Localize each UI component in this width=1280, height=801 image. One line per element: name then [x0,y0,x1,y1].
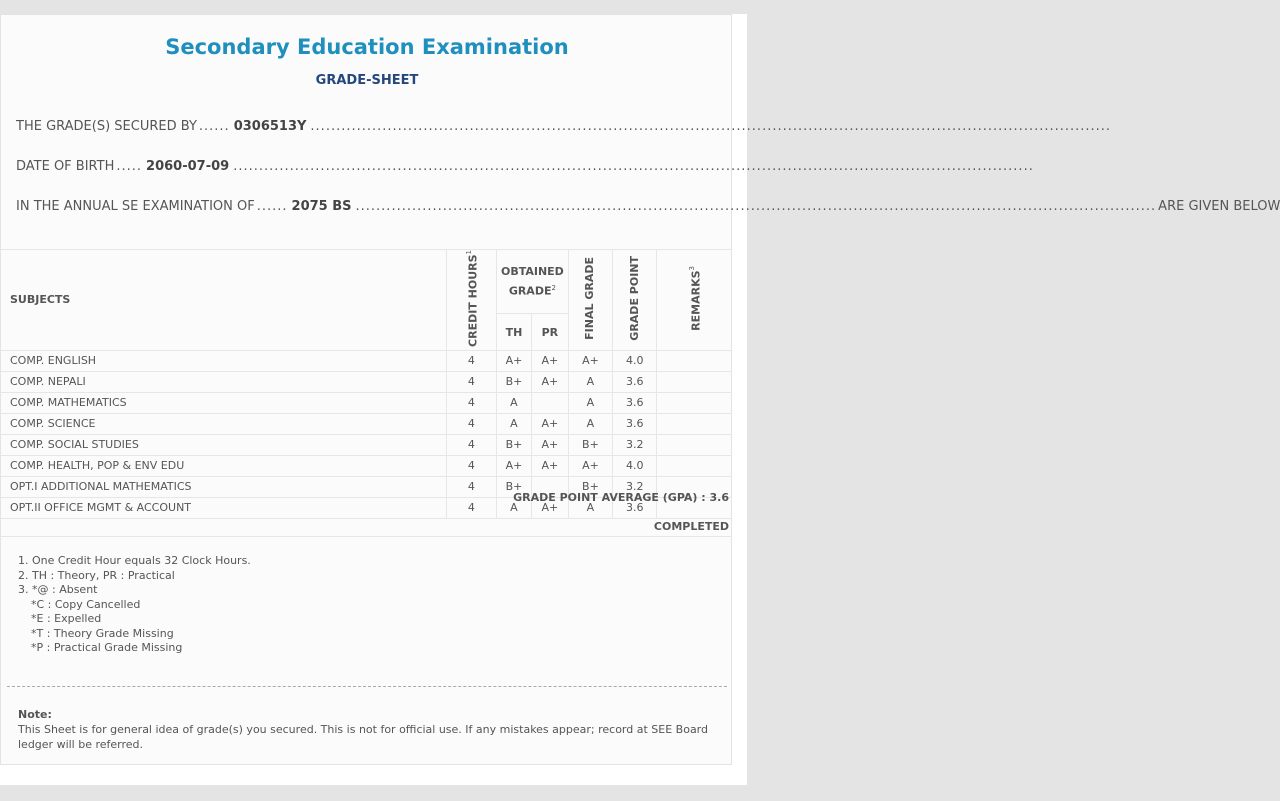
leader-dots: ...... [256,199,288,214]
exam-line [16,199,1280,214]
trailing-dots: ............................................................................................................................................................ [355,199,1157,214]
footnote-item: 2. TH : Theory, PR : Practical [18,568,175,582]
exam-label: IN THE ANNUAL SE EXAMINATION OF [16,199,255,214]
final-grade-cell: A [568,497,612,518]
practical-grade-cell: A+ [531,497,568,518]
subject-cell: COMP. SCIENCE [1,413,446,434]
header-credit-hours: CREDIT HOURS$^1$ [446,250,496,351]
credit-hours-cell: 4 [446,497,496,518]
table-row [1,350,732,371]
credit-hours-cell: 4 [446,413,496,434]
theory-grade-cell: B+ [497,371,532,392]
grades-table [1,249,732,519]
theory-grade-cell: A [497,392,532,413]
theory-grade-cell: A [497,413,532,434]
credit-hours-cell: 4 [446,392,496,413]
secured-by-line [16,119,1112,134]
final-grade-cell: A [568,371,612,392]
grade-point-cell: 3.6 [613,392,657,413]
grade-point-cell: 4.0 [613,455,657,476]
subject-cell: COMP. HEALTH, POP & ENV EDU [1,455,446,476]
credit-hours-cell: 4 [446,434,496,455]
footnote-item: 1. One Credit Hour equals 32 Clock Hours. [18,554,251,567]
grade-sheet [0,14,1280,765]
practical-grade-cell: A+ [531,455,568,476]
gpa-value: 3.6 [709,491,729,504]
page-subtitle: GRADE-SHEET [315,73,419,88]
footnote-item: *E : Expelled [31,612,102,625]
header-final-grade: FINAL GRADE [568,250,612,351]
subject-cell: COMP. MATHEMATICS [1,392,446,413]
final-grade-cell: B+ [568,434,612,455]
leader-dots: ..... [116,159,143,174]
subject-cell: COMP. SOCIAL STUDIES [1,434,446,455]
footnote-item: *T : Theory Grade Missing [31,626,174,640]
note-title: Note: [18,708,52,721]
exam-year: 2075 BS [291,199,352,214]
practical-grade-cell: A+ [531,434,568,455]
final-grade-cell: B+ [568,476,612,497]
header-subjects: SUBJECTS [1,250,446,351]
credit-hours-cell: 4 [446,476,496,497]
grade-point-cell: 3.2 [613,434,657,455]
theory-grade-cell: A+ [497,350,532,371]
gpa-label: GRADE POINT AVERAGE (GPA) : [513,491,706,504]
symbol-number: 0306513Y [233,119,307,134]
footnote-item: *C : Copy Cancelled [31,597,141,611]
theory-grade-cell: B+ [497,434,532,455]
subject-cell: OPT.II OFFICE MGMT & ACCOUNT [1,497,446,518]
footnotes [18,554,251,656]
table-row [1,371,732,392]
subject-cell: COMP. NEPALI [1,371,446,392]
remarks-cell [657,455,732,476]
date-of-birth: 2060-07-09 [146,159,230,174]
subject-cell: OPT.I ADDITIONAL MATHEMATICS [1,476,446,497]
practical-grade-cell: A+ [531,350,568,371]
secured-by-label: THE GRADE(S) SECURED BY [16,119,197,134]
header-obtained-grade: OBTAINED GRADE$^2$ [497,250,569,314]
trailing-dots: ............................................................................................................................................................ [310,119,1112,134]
header-pr: PR [531,314,568,351]
header-remarks: REMARKS$^3$ [657,250,732,351]
credit-hours-cell: 4 [446,371,496,392]
final-grade-cell: A [568,413,612,434]
table-row [1,455,732,476]
final-grade-cell: A+ [568,455,612,476]
exam-suffix: ARE GIVEN BELOW [1158,199,1280,214]
dob-line [16,159,1034,174]
table-row [1,434,732,455]
practical-grade-cell: A+ [531,371,568,392]
table-row [1,413,732,434]
theory-grade-cell: A+ [497,455,532,476]
result-status: COMPLETED [653,520,729,533]
page-title: Secondary Education Examination [165,35,569,59]
practical-grade-cell [531,392,568,413]
practical-grade-cell: A+ [531,413,568,434]
grade-point-cell: 3.6 [613,413,657,434]
grade-point-cell: 3.6 [613,497,657,518]
remarks-cell [657,434,732,455]
gpa-summary [513,491,729,504]
leader-dots: ...... [198,119,230,134]
remarks-cell [657,413,732,434]
header-grade-point: GRADE POINT [613,250,657,351]
grade-point-cell: 4.0 [613,350,657,371]
remarks-cell [657,392,732,413]
grade-point-cell: 3.2 [613,476,657,497]
note-text: This Sheet is for general idea of grade(s) you secured. This is not for official use. If any mistakes appear; record at SEE Board ledger will be referred. [18,723,708,751]
dob-label: DATE OF BIRTH [16,159,115,174]
trailing-dots: ............................................................................................................................................................ [233,159,1034,174]
final-grade-cell: A [568,392,612,413]
theory-grade-cell: A [497,497,532,518]
header-th: TH [497,314,532,351]
note-section [18,707,708,752]
grade-point-cell: 3.6 [613,371,657,392]
footnote-item: *P : Practical Grade Missing [31,641,183,654]
remarks-cell [657,350,732,371]
page-shadow-bottom [0,765,747,785]
divider [1,536,732,537]
credit-hours-cell: 4 [446,350,496,371]
table-row [1,392,732,413]
credit-hours-cell: 4 [446,455,496,476]
subject-cell: COMP. ENGLISH [1,350,446,371]
footnote-item: 3. *@ : Absent [18,583,98,596]
final-grade-cell: A+ [568,350,612,371]
dashed-divider [7,686,727,687]
theory-grade-cell: B+ [497,476,532,497]
remarks-cell [657,371,732,392]
